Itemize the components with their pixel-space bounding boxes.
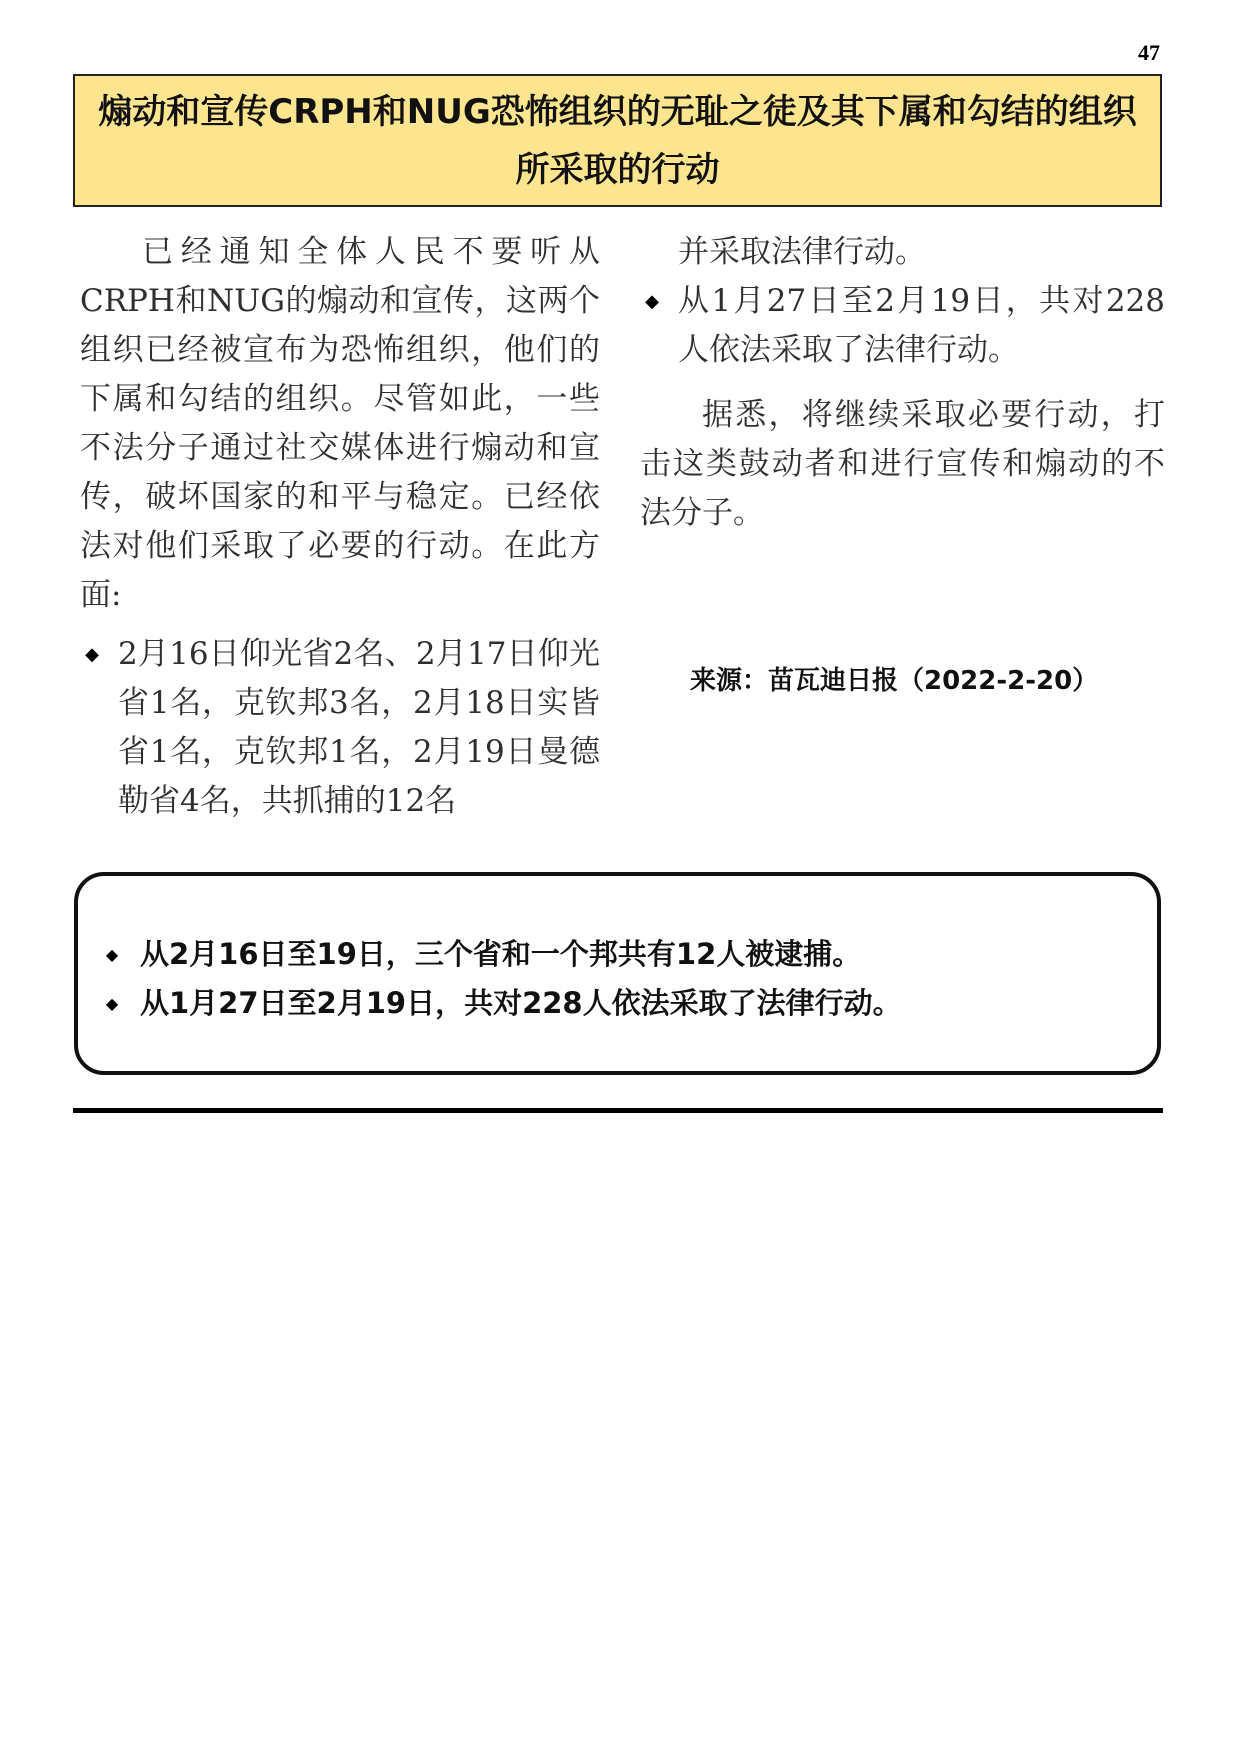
intro-paragraph: 已经通知全体人民不要听从CRPH和NUG的煽动和宣传，这两个组织已经被宣布为恐怖组织，他们的下属和勾结的组织。尽管如此，一些不法分子通过社交媒体进行煽动和宣传，破坏国家的和平与稳定。已经依法对他们采取了必要的行动。在此方面: <box>80 234 600 613</box>
bullet-list <box>80 630 600 826</box>
bullet-list-continued <box>640 228 1165 375</box>
diamond-bullet-icon: ◆ <box>645 291 659 312</box>
diamond-bullet-icon: ◆ <box>85 644 99 665</box>
summary-box <box>74 872 1161 1075</box>
bullet-text-arrests-continued: 并采取法律行动。 <box>678 234 926 270</box>
summary-item <box>98 930 1137 979</box>
article-column-right <box>640 228 1165 538</box>
bullet-text-arrests: 2月16日仰光省2名、2月17日仰光省1名，克钦邦3名，2月18日实皆省1名，克钦邦1名，2月19日曼德勒省4名，共抓捕的12名 <box>118 636 600 819</box>
page-number: 47 <box>1138 40 1160 65</box>
summary-list <box>98 930 1137 1028</box>
summary-item-text: 从2月16日至19日，三个省和一个邦共有12人被逮捕。 <box>140 937 862 971</box>
diamond-bullet-icon: ◆ <box>105 994 119 1013</box>
summary-item-text: 从1月27日至2月19日，共对228人依法采取了法律行动。 <box>140 986 902 1020</box>
bullet-item-arrests <box>80 630 600 826</box>
summary-item <box>98 979 1137 1028</box>
source-citation: 来源：苗瓦迪日报（2022-2-20） <box>690 666 1099 696</box>
bullet-item-legal-action <box>640 277 1165 375</box>
title-banner <box>73 74 1162 207</box>
bullet-text-legal-action: 从1月27日至2月19日，共对228人依法采取了法律行动。 <box>678 283 1165 368</box>
diamond-bullet-icon: ◆ <box>105 945 119 964</box>
article-column-left <box>80 228 600 826</box>
bullet-item-arrests-continued <box>640 228 1165 277</box>
section-divider <box>73 1108 1163 1113</box>
page-title: 煽动和宣传CRPH和NUG恐怖组织的无耻之徒及其下属和勾结的组织所采取的行动 <box>98 91 1137 190</box>
closing-paragraph: 据悉，将继续采取必要行动，打击这类鼓动者和进行宣传和煽动的不法分子。 <box>640 397 1165 531</box>
